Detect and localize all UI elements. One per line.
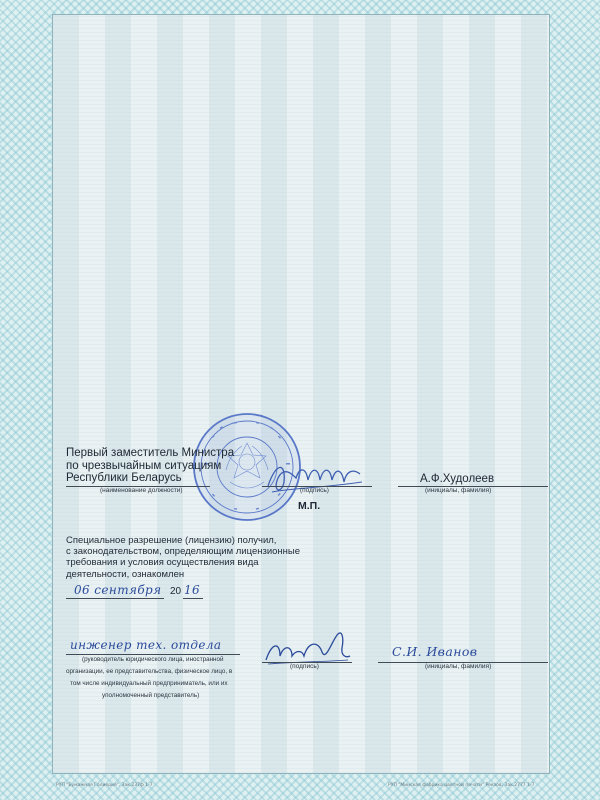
handwritten-year: 16 <box>184 583 201 597</box>
handwritten-date: 06 сентября <box>74 583 162 597</box>
recipient-caption-line-4: уполномоченный представитель) <box>102 691 200 699</box>
recipient-caption-line-2: организации, ее представительства, физическое лицо, в <box>66 667 233 675</box>
recipient-caption-line-3: том числе индивидуальный предприниматель, или их <box>70 679 228 687</box>
recipient-caption-initials: (инициалы, фамилия) <box>425 663 492 670</box>
official-position <box>66 447 234 485</box>
position-line-1: Первый заместитель Министра <box>66 447 235 459</box>
official-name: А.Ф.Худолеев <box>420 473 495 485</box>
recipient-caption-signature: (подпись) <box>290 663 319 670</box>
printer-imprint-left: РУП "Бумажная Голиерия", Зак.237ф 1-7 <box>56 783 153 788</box>
year-prefix: 20 <box>170 586 182 597</box>
statement-line-2: с законодательством, определяющим лицензионные <box>66 546 301 558</box>
printer-imprint-right: РУП "Минская фабрика цветной печати" Рекзов, Зак.2777 1-7 <box>388 783 535 788</box>
position-line-2: по чрезвычайным ситуациям <box>66 459 222 472</box>
statement-line-4: деятельности, ознакомлен <box>66 568 185 580</box>
recipient-position-handwritten: инженер тех. отдела <box>70 638 222 652</box>
statement-line-3: требования и условия осуществления вида <box>66 557 259 569</box>
acknowledgement-statement <box>66 536 300 581</box>
year-underline <box>183 598 203 599</box>
caption-initials: (инициалы, фамилия) <box>425 487 492 494</box>
recipient-name-handwritten: С.И. Иванов <box>392 644 478 659</box>
caption-signature: (подпись) <box>300 487 329 494</box>
recipient-caption <box>66 654 232 702</box>
position-line-3: Республики Беларусь <box>66 472 182 484</box>
seal-mark: М.П. <box>298 500 321 512</box>
caption-position: (наименование должности) <box>100 487 183 494</box>
date-underline <box>66 598 164 599</box>
statement-line-1: Специальное разрешение (лицензию) получил, <box>66 535 277 546</box>
recipient-caption-line-1: (руководитель юридического лица, иностранной <box>82 656 224 663</box>
